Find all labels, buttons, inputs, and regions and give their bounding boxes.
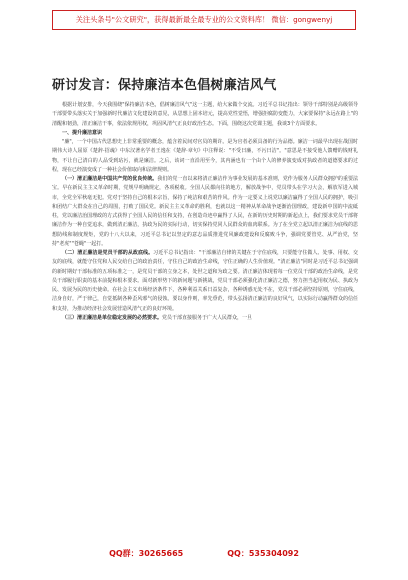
footer-contact xyxy=(0,548,408,560)
section-paragraph-1: "廉"，一个中国古代思想史上非常重要的概念，蕴含着民间对官员的期许。是为官者必须具备的行为品德。廉洁一词最早出现在战国时期伟大诗人屈原《楚辞·招魂》中东汉著名学者王逸在《楚辞·章句》中注释说："不受曰廉，不污曰洁"。"意思是不接受他人馈赠的钱财礼物，不让自己清白的人品受到玷污，就是廉洁。之后，该词一直沿用至今，其内涵也有一个由个人的修养演变成对执政者的道德要求的过程，现在已经演变成了一种社会价值取向和法律规则。 xyxy=(52,139,358,173)
point-1-paragraph xyxy=(52,175,358,249)
point-2-paragraph xyxy=(52,249,358,314)
point-1-heading: （一）清正廉洁是中国共产党的优良传统。 xyxy=(62,176,158,182)
top-banner[interactable] xyxy=(52,10,356,30)
point-2-text: 习近平总书记指出："干部廉洁自律的关键在于守住底线，只要能守住做人、处事、用权、交友的底线，就能守住党和人民交给自己的政治责任，守住自己的政治生命线，守住正确的人生价值观。"清正廉洁"同时是习近平总书记强调的新时期好干部标准的五项标准之一，是党员干部的立身之本，处世之道和为政之要。清正廉洁体现着每一位党员干部的政治生命线，是党员干部履行职责的基本前提和根本要求。面对新形势下的新问题与新挑战，党员干部必须强化清正廉洁之德，努力担当起用权为民、执政为民、发展为民的历史使命。在社会主义市场经济条件下，各种利益关系日益复杂，各种诱惑无处不在，党员干部必须坚持原则，守住底线，洁身自好，严于律己，自觉抵制各种歪风邪气的侵蚀。要以身作则，率先垂范，带头弘扬清正廉洁的良好风气，以实际行动赢得群众的信任和支持，为推动经济社会发展营造风清气正的良好环境。 xyxy=(52,250,358,312)
point-3-heading: （三）清正廉洁是单位稳定发展的必然要求。 xyxy=(62,314,163,321)
footer-qq-group: QQ群：30265665 xyxy=(109,549,184,558)
banner-text: 关注头条号"公文研究"，获得最新最全最专业的公文资料库！ 微信：gongwenyj xyxy=(75,15,333,24)
document-body xyxy=(52,101,358,323)
document-title: 研讨发言：保持廉洁本色倡树廉洁风气 xyxy=(52,78,277,93)
point-3-text: 党员干部直接服务于广大人民群众，一旦 xyxy=(162,314,253,321)
point-1-text: 我们的党一直以来将清正廉洁作为事业发展的基本准则，党作为服务人民群众拥护的重要法宝。早在新民主主义革命时期，党规早明确规定，各项税收。全国人民都向往的地方，解放战争中，党员带头在学习大会，解放军进入城市，全党全军秋毫无犯。党对于坚持自己的根本宗旨，保持了纯洁和艰苦的作风。作为一定要义上说党以廉洁赢得了全国人民的拥护，吸引和团结广大群众在自己的周围，打败了国民党。新民主主义革命的胜利，也就以这一精神从革命战争逐渐治国理政，建设新中国的中流砥柱，党以廉洁治国理政的方式获得了全国人民的信任和支持，在创造奇迹中赢得了人民，在新的历史时期的新起点上，我们要求党员干部将廉洁作为一种自觉追求，做到清正廉洁，执政为民的实际行动，切实保持党同人民群众的血肉联系。为了在全党立起以清正廉洁为底线的思想防线和制度规矩，党的十八大以来，习近平总书记以坚定的意志品质推进党风廉政建设和反腐败斗争，强调党要管党、从严治党，坚持"老虎""苍蝇"一起打。 xyxy=(52,176,358,247)
footer-qq: QQ：535304092 xyxy=(227,549,299,558)
section-heading-1: 一、提升廉洁意识 xyxy=(62,129,103,136)
point-3-paragraph xyxy=(52,314,358,323)
intro-paragraph: 根据计划安排，今天我围绕"保持廉洁本色，倡树廉洁风气"这一主题，给大家做个交流。习近平总书记指出：领导干部特别是高级领导干部要带头落实关于加强新时代廉洁文化建设的意见，从思想上固本培元，提高党性觉悟，增强拒腐防变能力，大家要保持"永远在路上"的清醒和韧劲，清正廉洁干事，依法依规用权，巩固风清气正良好政治生态。下面，围绕这次党课主题，我谈3个方面要求。 xyxy=(52,102,358,127)
point-2-heading: （二）清正廉洁是党员干部的从政底线。 xyxy=(62,250,154,256)
